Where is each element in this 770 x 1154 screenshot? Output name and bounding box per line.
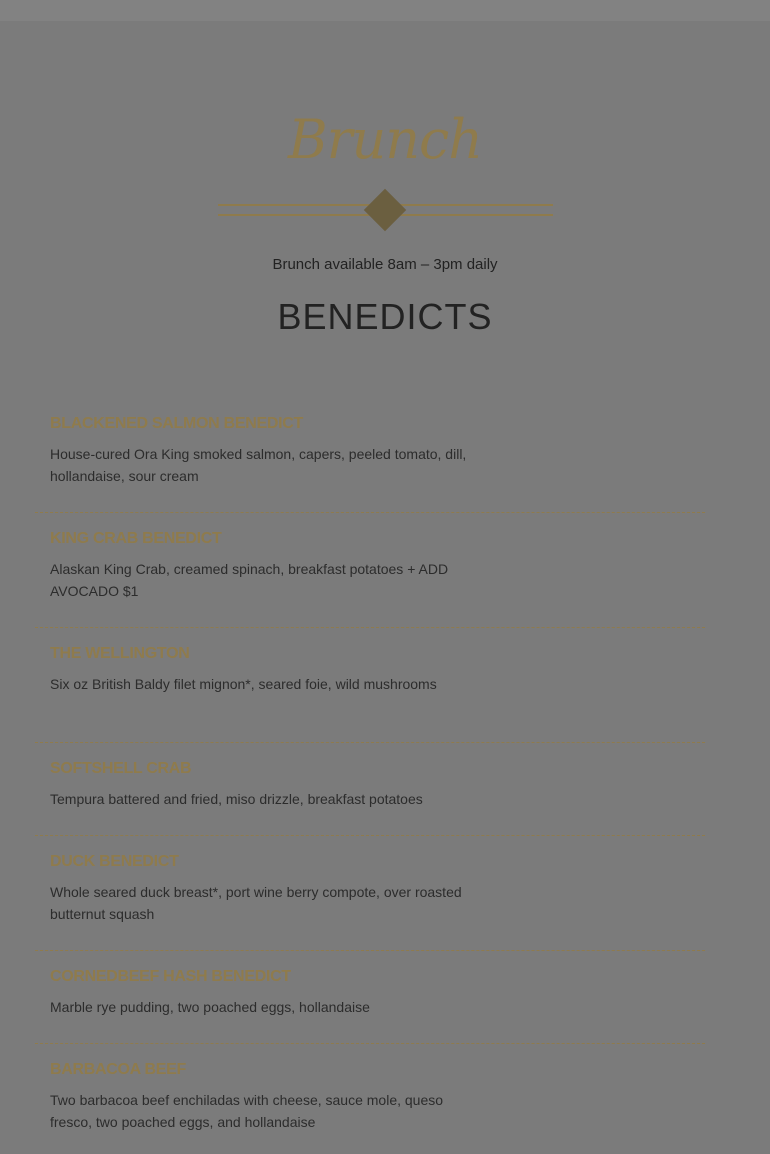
menu-header	[0, 100, 770, 180]
menu-item-description: Marble rye pudding, two poached eggs, hollandaise	[50, 999, 370, 1015]
menu-item-name: CORNEDBEEF HASH BENEDICT	[50, 968, 291, 985]
item-divider	[35, 835, 705, 836]
menu-item-name: BARBACOA BEEF	[50, 1061, 186, 1078]
menu-item-name: SOFTSHELL CRAB	[50, 760, 192, 777]
menu-item-description: Whole seared duck breast*, port wine berry compote, over roasted butternut squash	[50, 884, 462, 922]
menu-item-description: Six oz British Baldy filet mignon*, seared foie, wild mushrooms	[50, 676, 437, 692]
menu-item-description: House-cured Ora King smoked salmon, capers, peeled tomato, dill, hollandaise, sour cream	[50, 446, 467, 484]
page-title: Brunch	[287, 108, 483, 171]
menu-item-name: KING CRAB BENEDICT	[50, 530, 222, 547]
diamond-icon	[364, 189, 406, 231]
item-divider	[35, 1043, 705, 1044]
menu-item-name: BLACKENED SALMON BENEDICT	[50, 415, 303, 432]
hours-text: Brunch available 8am – 3pm daily	[272, 256, 498, 273]
section-title: BENEDICTS	[277, 296, 493, 337]
ornamental-divider	[218, 189, 553, 233]
item-divider	[35, 512, 705, 513]
item-divider	[35, 950, 705, 951]
top-bar	[0, 0, 770, 21]
item-divider	[35, 742, 705, 743]
menu-item-description: Tempura battered and fried, miso drizzle, breakfast potatoes	[50, 791, 423, 807]
item-divider	[35, 627, 705, 628]
menu-item-name: THE WELLINGTON	[50, 645, 190, 662]
menu-item-name: DUCK BENEDICT	[50, 853, 179, 870]
menu-item-description: Alaskan King Crab, creamed spinach, breakfast potatoes + ADD AVOCADO $1	[50, 561, 449, 599]
menu-item-description: Two barbacoa beef enchiladas with cheese, sauce mole, queso fresco, two poached eggs, and hollandaise	[50, 1092, 444, 1130]
